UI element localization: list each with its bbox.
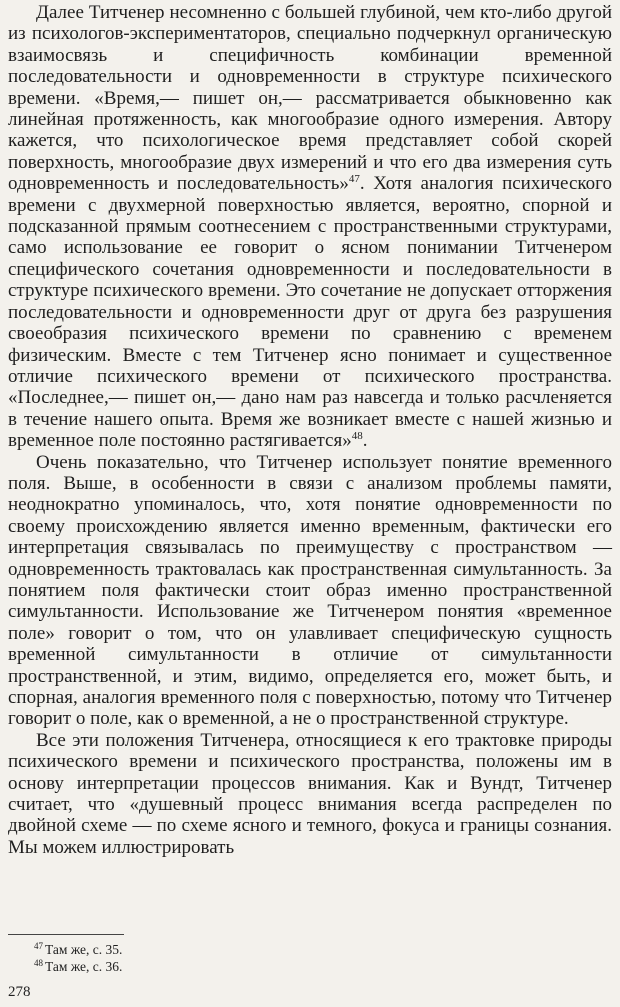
footnote-48-text: Там же, с. 36.	[45, 959, 123, 974]
paragraph-1-text-b: . Хотя аналогия психического времени с двухмерной поверхностью является, вероятно, спорной и подсказанной прямым соотнесением с пространственными структурами, само использование ее говорит о ясном понимании Титченером специфического сочетания одновременности и последовательности в структуре психического времени. Это сочетание не допускает отторжения последовательности и одновременности друг от друга без разрушения своеобразия психического времени по сравнению с временем физическим. Вместе с тем Титченер ясно понимает и существенное отличие психического времени от психического пространства. «Последнее,— пишет он,— дано нам раз навсегда и только расчленяется в течение нашего опыта. Время же возникает вместе с нашей жизнью и временное поле постоянно растягивается»	[8, 173, 612, 452]
book-page	[8, 2, 612, 1002]
paragraph-1-text-c: .	[362, 430, 368, 452]
footnote-ref-48: 48	[351, 430, 363, 443]
footnote-47	[34, 941, 122, 958]
paragraph-2: Очень показательно, что Титченер использует понятие временного поля. Выше, в особенности в связи с анализом проблемы памяти, неоднократно упоминалось, что, хотя понятие одновременности по своему происхождению является именно временным, фактически его интерпретация связывалась по преимуществу с пространством — одновременность трактовалась как пространственная симультанность. За понятием поля фактически стоит образ именно пространственной симультанности. Использование же Титченером понятия «временное поле» говорит о том, что он улавливает специфическую сущность временной симультанности в отличие от симультанности пространственной, и этим, видимо, определяется его, может быть, и спорная, аналогия временного поля с поверхностью, потому что Титченер говорит о поле, как о временной, а не о пространственной структуре.	[8, 451, 612, 730]
main-text	[8, 2, 612, 858]
footnotes	[34, 941, 122, 975]
footnote-47-text: Там же, с. 35.	[45, 942, 123, 957]
footnote-ref-47: 47	[348, 173, 360, 186]
footnote-48-number: 48	[34, 958, 43, 968]
paragraph-1-text-a: Далее Титченер несомненно с большей глубиной, чем кто-либо другой из психологов-экспериментаторов, специально подчеркнул органическую взаимосвязь и специфичность комбинации временной последовательности и одновременности в структуре психического времени. «Время,— пишет он,— рассматривается обыкновенно как линейная протяженность, как многообразие одного измерения. Автору кажется, что психологическое время представляет собой скорей поверхность, многообразие двух измерений и что его два измерения суть одновременность и последовательность»	[8, 2, 612, 195]
footnote-48	[34, 958, 122, 975]
footnote-47-number: 47	[34, 941, 43, 951]
footnote-divider	[8, 934, 124, 935]
page-number: 278	[8, 984, 31, 1000]
paragraph-3: Все эти положения Титченера, относящиеся к его трактовке природы психического времени и психического пространства, положены им в основу интерпретации процессов внимания. Как и Вундт, Титченер считает, что «душевный процесс внимания всегда распределен по двойной схеме — по схеме ясного и темного, фокуса и границы сознания. Мы можем иллюстрировать	[8, 729, 612, 858]
paragraph-1	[8, 2, 612, 452]
